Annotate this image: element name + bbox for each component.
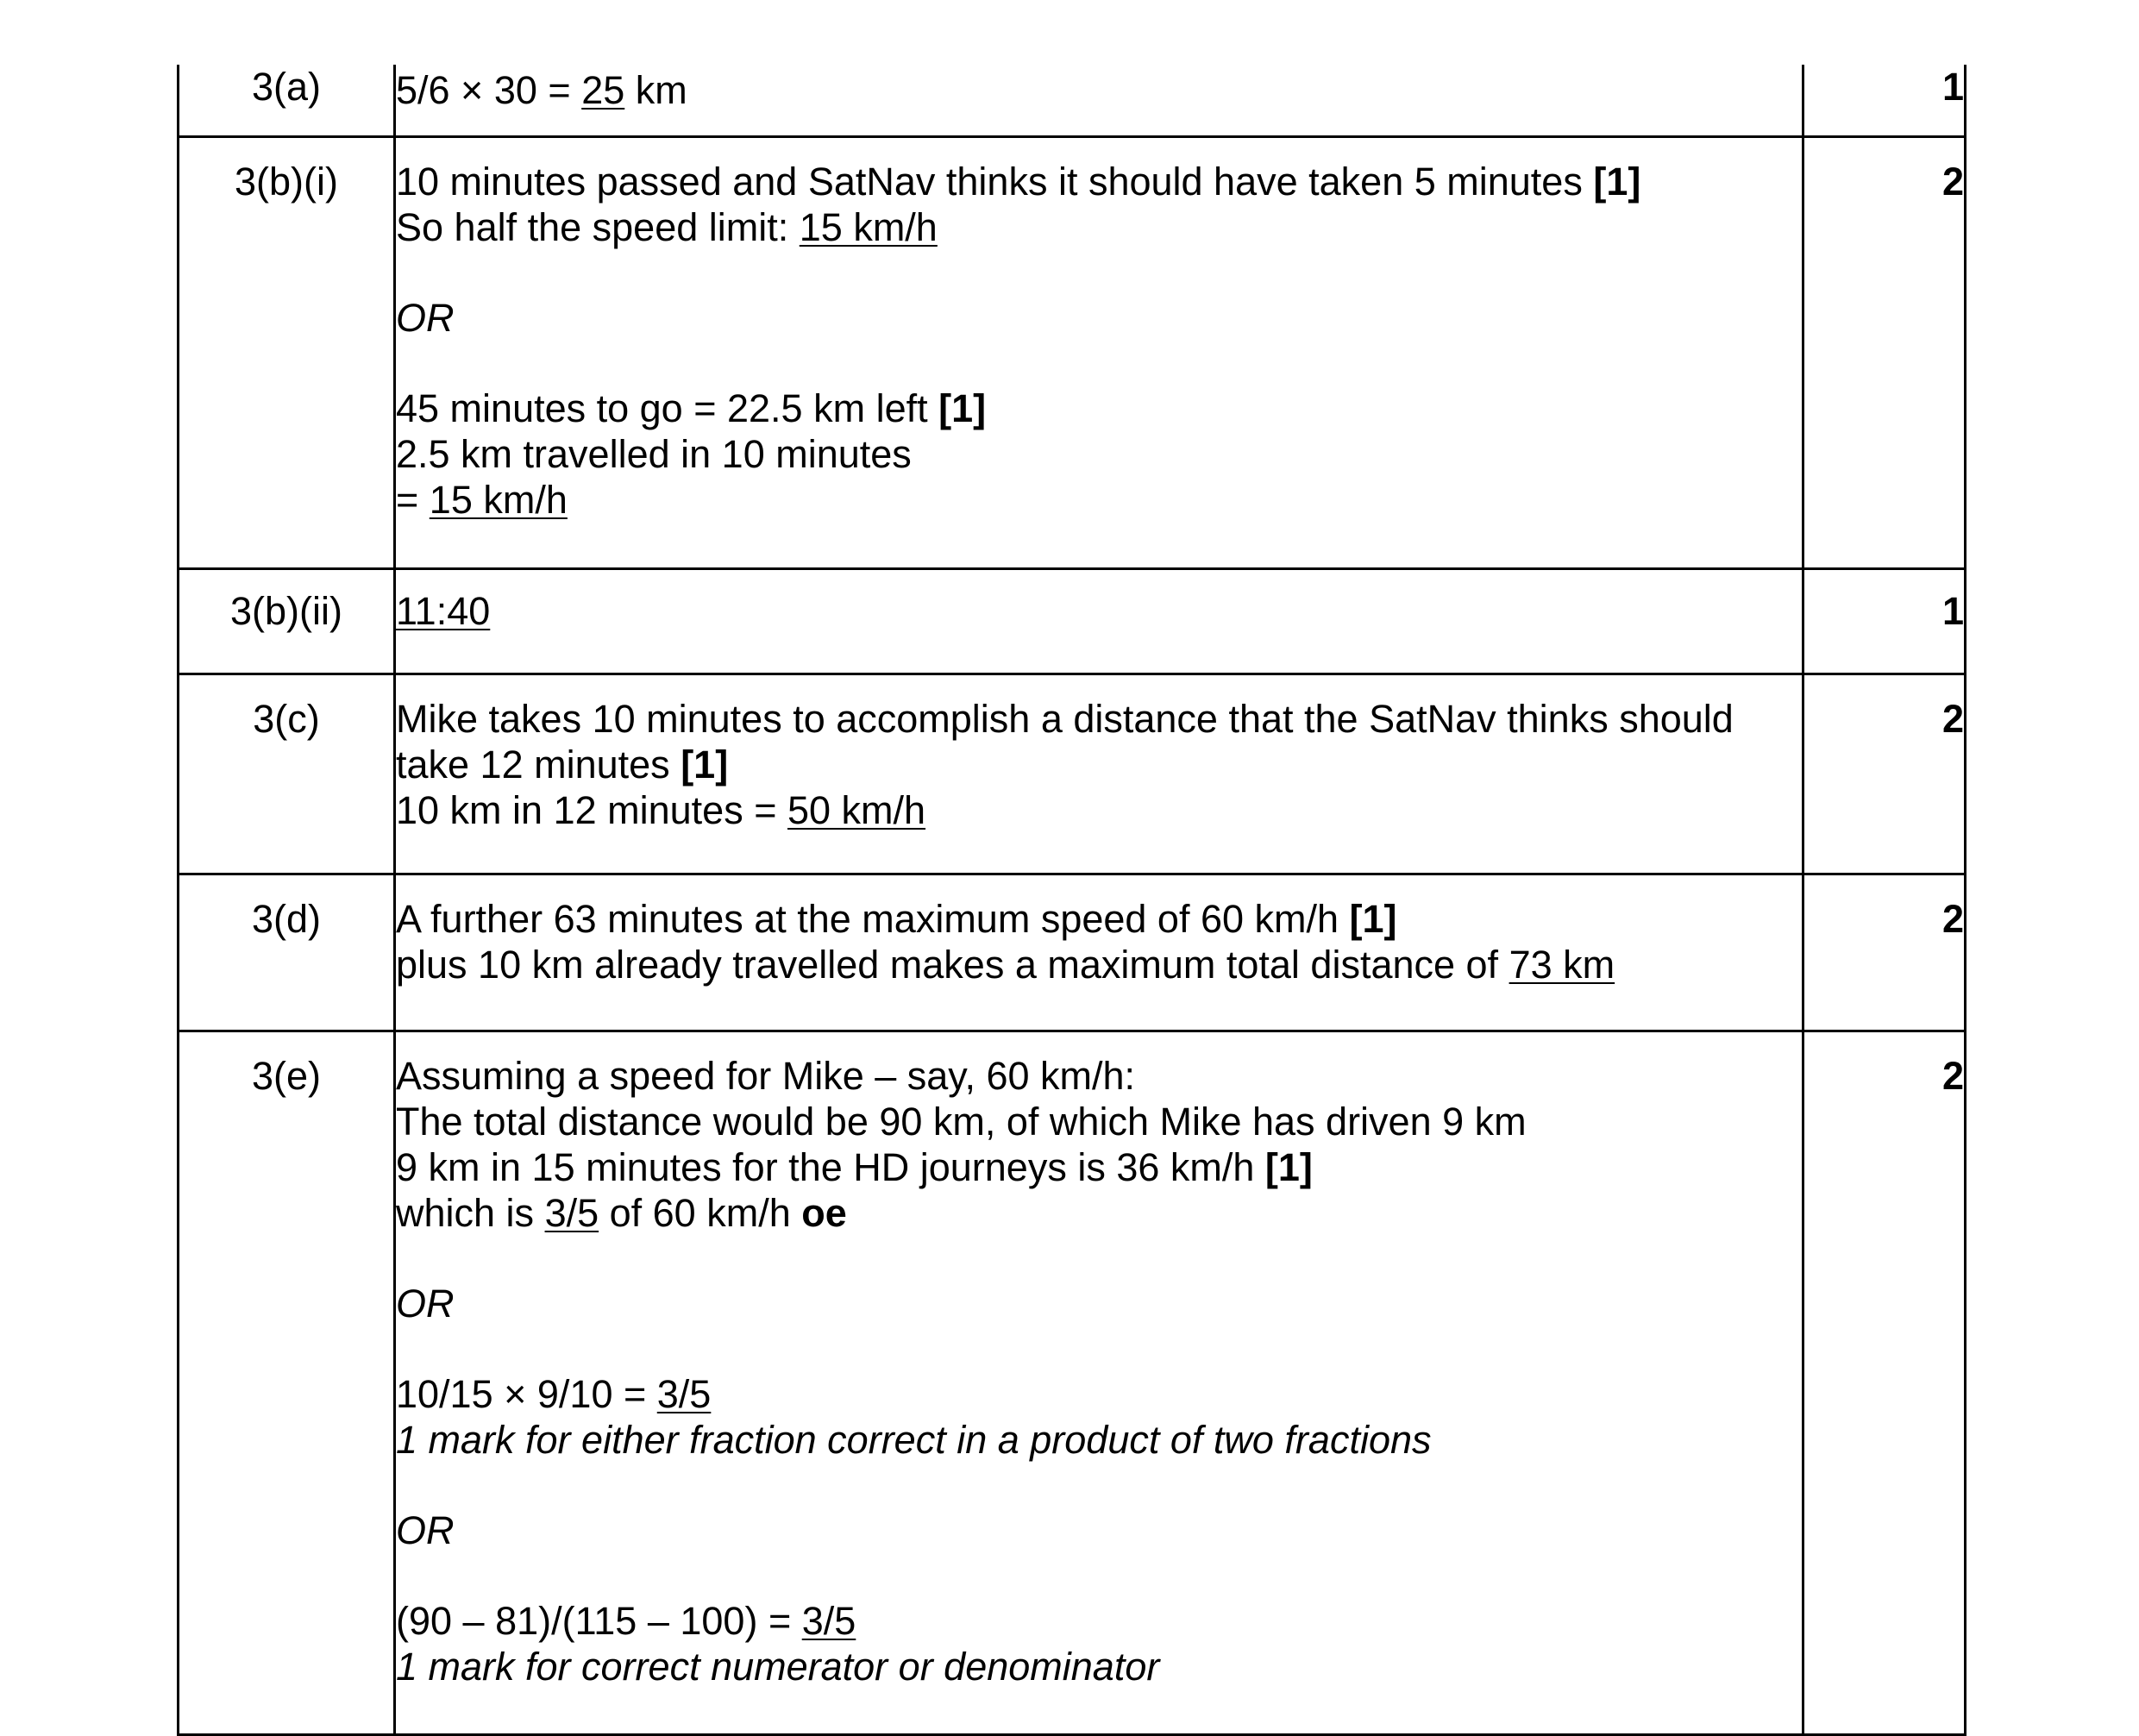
mark-indicator: [1]: [938, 386, 987, 430]
final-answer: 25: [581, 68, 625, 112]
final-answer: 11:40: [396, 589, 491, 633]
answer-text: take 12 minutes: [396, 743, 681, 787]
question-number: 3(a): [179, 65, 395, 137]
answer-cell: [395, 874, 1803, 1031]
question-number: 3(e): [179, 1031, 395, 1735]
mark-indicator: [1]: [1349, 897, 1397, 941]
answer-cell: [395, 65, 1803, 137]
answer-line: [396, 204, 1802, 250]
table-row: [179, 1031, 1966, 1735]
marks-cell: 2: [1803, 674, 1966, 874]
answer-line: [396, 942, 1802, 987]
answer-line: [396, 742, 1802, 787]
table-row: [179, 65, 1966, 137]
answer-text: 5/6 × 30 =: [396, 68, 582, 112]
table-row: [179, 137, 1966, 569]
answer-text: 10 km in 12 minutes =: [396, 788, 787, 832]
answer-text: which is: [396, 1191, 545, 1235]
answer-line: [396, 385, 1802, 431]
or-separator: OR: [396, 1282, 455, 1326]
mark-indicator: [1]: [1593, 160, 1641, 204]
answer-line: [396, 1371, 1802, 1417]
answer-cell: [395, 569, 1803, 674]
question-number: 3(c): [179, 674, 395, 874]
marks-cell: 1: [1803, 569, 1966, 674]
marks-cell: 1: [1803, 65, 1966, 137]
or-separator: OR: [396, 296, 455, 340]
question-number: 3(b)(ii): [179, 569, 395, 674]
answer-text: (90 – 81)/(115 – 100) =: [396, 1599, 802, 1643]
answer-line: 2.5 km travelled in 10 minutes: [396, 432, 912, 476]
answer-line: [396, 1190, 1802, 1236]
final-answer: 15 km/h: [799, 205, 938, 249]
table-row: [179, 674, 1966, 874]
oe-indicator: oe: [801, 1191, 847, 1235]
answer-text: 9 km in 15 minutes for the HD journeys is 36 km/h: [396, 1145, 1265, 1189]
answer-text: 45 minutes to go = 22.5 km left: [396, 386, 939, 430]
answer-cell: [395, 674, 1803, 874]
marks-cell: 2: [1803, 137, 1966, 569]
mark-scheme-table: [177, 65, 1966, 1736]
answer-line: [396, 65, 1802, 116]
final-answer: 15 km/h: [429, 478, 568, 522]
answer-text: So half the speed limit:: [396, 205, 800, 249]
answer-text: km: [624, 68, 687, 112]
answer-text: of 60 km/h: [599, 1191, 802, 1235]
answer-line: [396, 477, 1802, 523]
answer-text: =: [396, 478, 430, 522]
or-separator: OR: [396, 1508, 455, 1552]
marking-note: 1 mark for either fraction correct in a product of two fractions: [396, 1418, 1432, 1462]
answer-line: [396, 159, 1802, 204]
marks-cell: 2: [1803, 874, 1966, 1031]
table-row: [179, 874, 1966, 1031]
answer-text: 10/15 × 9/10 =: [396, 1372, 657, 1416]
answer-text: plus 10 km already travelled makes a maximum total distance of: [396, 943, 1509, 987]
answer-cell: [395, 137, 1803, 569]
answer-text: 10 minutes passed and SatNav thinks it should have taken 5 minutes: [396, 160, 1594, 204]
answer-line: Mike takes 10 minutes to accomplish a distance that the SatNav thinks should: [396, 697, 1734, 741]
answer-line: [396, 1144, 1802, 1190]
answer-cell: [395, 1031, 1803, 1735]
answer-line: Assuming a speed for Mike – say, 60 km/h:: [396, 1054, 1136, 1098]
final-answer: 3/5: [656, 1372, 712, 1416]
final-answer: 73 km: [1509, 943, 1615, 987]
final-answer: 50 km/h: [787, 788, 926, 832]
mark-indicator: [1]: [681, 743, 729, 787]
answer-text: A further 63 minutes at the maximum speed of 60 km/h: [396, 897, 1350, 941]
marking-note: 1 mark for correct numerator or denominator: [396, 1645, 1160, 1689]
final-answer: 3/5: [544, 1191, 599, 1235]
marks-cell: 2: [1803, 1031, 1966, 1735]
final-answer: 3/5: [801, 1599, 856, 1643]
mark-indicator: [1]: [1264, 1145, 1313, 1189]
table-row: [179, 569, 1966, 674]
question-number: 3(b)(i): [179, 137, 395, 569]
answer-line: [396, 896, 1802, 942]
answer-line: [396, 787, 1802, 833]
answer-line: [396, 1598, 1802, 1644]
answer-line: The total distance would be 90 km, of which Mike has driven 9 km: [396, 1100, 1527, 1144]
question-number: 3(d): [179, 874, 395, 1031]
